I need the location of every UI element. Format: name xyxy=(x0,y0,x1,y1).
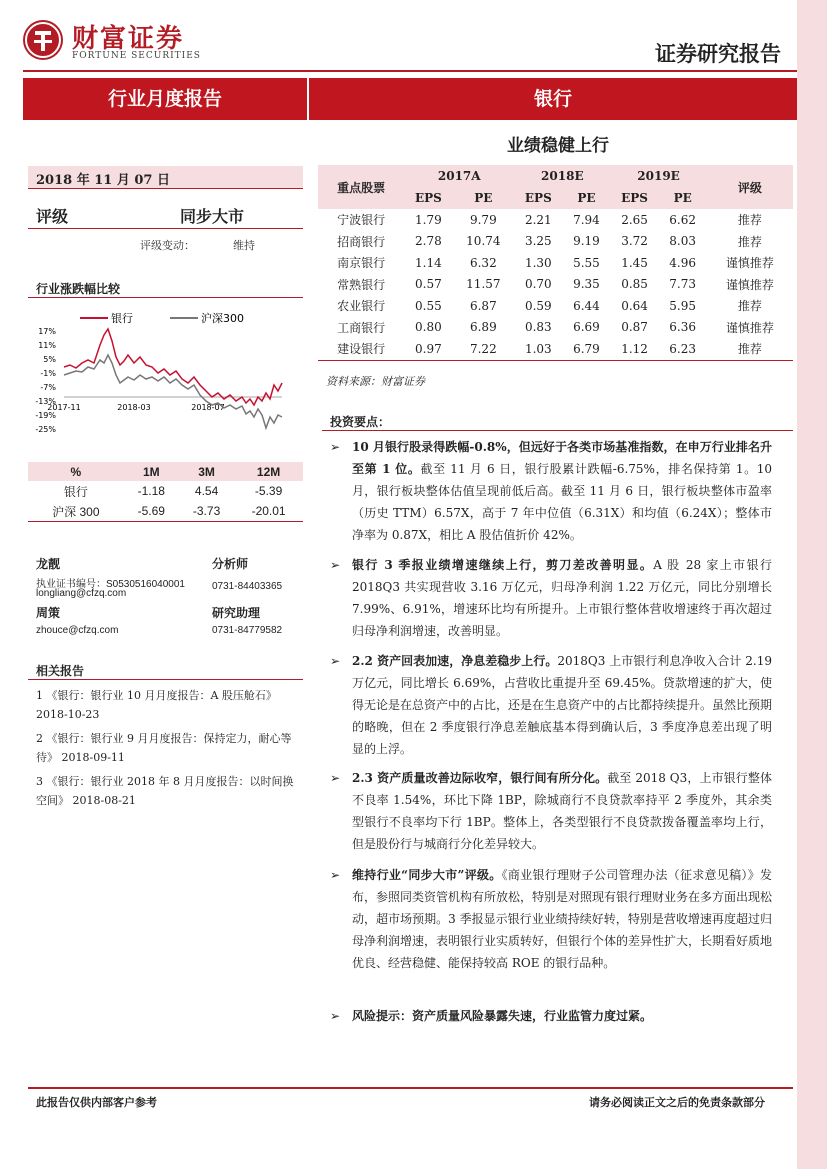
table-cell: 7.94 xyxy=(573,212,600,227)
point-heading: 风险提示：资产质量风险暴露失速，行业监管力度过紧。 xyxy=(352,1009,653,1023)
arrow-bullet-icon: ➢ xyxy=(330,654,341,668)
point-heading: 银行 3 季报业绩增速继续上行，剪刀差改善明显。 xyxy=(352,558,654,572)
stock-name-cell: 建设银行 xyxy=(318,338,404,360)
table-header: PE xyxy=(659,187,707,209)
table-row xyxy=(318,252,793,274)
table-cell: 4.96 xyxy=(669,255,697,270)
investment-point xyxy=(330,1005,772,1027)
stock-name-cell: 工商银行 xyxy=(337,320,386,335)
y-tick: 11% xyxy=(38,341,56,350)
disclaimer-note: 请务必阅读正文之后的免责条款部分 xyxy=(589,1096,765,1109)
table-header: EPS xyxy=(610,187,658,209)
table-source: 资料来源：财富证券 xyxy=(326,375,425,388)
right-margin-strip xyxy=(797,0,827,1169)
rating-value: 同步大市 xyxy=(180,207,245,226)
table-cell: 9.79 xyxy=(469,212,497,227)
logo-name: 财富证券 xyxy=(72,24,185,54)
table-cell: 6.23 xyxy=(659,338,707,360)
divider xyxy=(28,188,303,189)
arrow-bullet-icon: ➢ xyxy=(330,868,341,882)
divider xyxy=(28,679,303,680)
table-cell: 10.74 xyxy=(466,234,501,249)
investment-point xyxy=(330,650,772,760)
point-text: 截至 2018 Q3，上市银行整体不良率 1.54%，环比下降 1BP，除城商行不良贷款率持平 2 季度外，其余类型银行不良率均下行 1BP。整体上，各类型银行不良贷款拨备覆盖率均上行，但是股份行与城商行分化差异较大。 xyxy=(352,771,772,851)
table-header: 2017A xyxy=(404,165,514,187)
header-divider xyxy=(23,70,797,72)
table-cell: 6.44 xyxy=(573,298,600,313)
stock-name-cell: 南京银行 xyxy=(337,256,386,271)
table-cell: 0.55 xyxy=(415,298,442,313)
stock-name-cell: 招商银行 xyxy=(337,234,386,249)
table-cell: 0.70 xyxy=(524,277,552,292)
table-cell: 11.57 xyxy=(466,277,501,292)
table-row xyxy=(318,295,793,317)
stock-rating-cell: 推荐 xyxy=(737,234,762,249)
stock-name-cell: 宁波银行 xyxy=(337,213,386,228)
x-tick: 2018-03 xyxy=(117,403,151,412)
related-report[interactable]: 3 《银行：银行业 2018 年 8 月月度报告：以时间换空间》 2018-08-21 xyxy=(36,775,294,807)
table-cell: 4.54 xyxy=(194,484,219,498)
performance-table xyxy=(28,462,303,522)
assistant-name: 周策 xyxy=(36,606,61,620)
divider xyxy=(322,430,793,431)
table-cell: -1.18 xyxy=(137,484,165,498)
x-tick-labels xyxy=(47,403,224,412)
y-tick: 5% xyxy=(43,355,56,364)
divider xyxy=(28,297,303,298)
point-heading: 维持行业“同步大市”评级。 xyxy=(352,868,502,882)
analyst-phone: 0731-84403365 xyxy=(212,581,283,592)
arrow-bullet-icon: ➢ xyxy=(330,558,341,572)
report-type: 证券研究报告 xyxy=(655,41,781,66)
table-cell: 6.89 xyxy=(469,320,497,335)
table-header: 评级 xyxy=(707,165,793,209)
table-header: 2018E xyxy=(514,165,610,187)
table-cell: 6.36 xyxy=(669,320,697,335)
footer-divider xyxy=(28,1087,793,1089)
table-cell: 9.35 xyxy=(573,277,600,292)
table-cell: 2.78 xyxy=(415,234,442,249)
table-cell: -3.73 xyxy=(179,501,234,522)
stock-rating-cell: 谨慎推荐 xyxy=(725,320,774,335)
table-row xyxy=(318,338,793,360)
table-cell: 6.79 xyxy=(562,338,610,360)
stock-name-cell: 常熟银行 xyxy=(337,277,386,292)
table-cell: -5.39 xyxy=(254,484,283,498)
investment-point xyxy=(330,767,772,855)
table-row xyxy=(318,209,793,231)
table-cell: -20.01 xyxy=(234,501,303,522)
table-cell: 1.45 xyxy=(621,255,648,270)
table-cell: 沪深 300 xyxy=(28,501,124,522)
stock-rating-cell: 谨慎推荐 xyxy=(725,277,774,292)
table-header: EPS xyxy=(404,187,452,209)
table-cell: 5.55 xyxy=(573,255,600,270)
points-title: 投资要点： xyxy=(330,415,391,429)
investment-point xyxy=(330,436,772,546)
table-cell: 银行 xyxy=(63,484,88,499)
y-tick: 17% xyxy=(38,327,56,336)
y-tick: -19% xyxy=(35,411,56,420)
performance-chart xyxy=(30,305,300,440)
table-cell: 0.85 xyxy=(621,277,648,292)
bank-series-line xyxy=(64,329,282,405)
table-cell: 1.30 xyxy=(524,255,552,270)
x-tick: 2017-11 xyxy=(47,403,81,412)
analyst-cert: 执业证书编号：S0530516040001 xyxy=(36,579,185,590)
table-cell: 0.57 xyxy=(415,277,442,292)
table-cell: 1.03 xyxy=(514,338,562,360)
table-cell: 9.19 xyxy=(573,234,600,249)
table-cell: 0.83 xyxy=(524,320,552,335)
table-cell: 7.22 xyxy=(452,338,514,360)
table-row xyxy=(28,501,303,522)
analyst-role: 分析师 xyxy=(212,557,249,571)
industry-name: 银行 xyxy=(533,88,572,110)
y-tick: -13% xyxy=(35,397,56,406)
table-cell: 1.14 xyxy=(415,255,442,270)
logo-icon xyxy=(23,20,63,60)
table-header: PE xyxy=(562,187,610,209)
table-cell: 0.87 xyxy=(621,320,648,335)
index-series-line xyxy=(64,355,282,428)
related-report[interactable]: 1 《银行：银行业 10 月月度报告：A 股压舱石》 2018-10-23 xyxy=(36,689,277,721)
table-header: 1M xyxy=(124,462,179,481)
table-header: 重点股票 xyxy=(318,165,404,209)
arrow-bullet-icon: ➢ xyxy=(330,1009,341,1023)
table-cell: 3.72 xyxy=(621,234,648,249)
stock-rating-cell: 谨慎推荐 xyxy=(725,256,774,271)
stock-rating-cell: 推荐 xyxy=(737,299,762,314)
table-header: EPS xyxy=(514,187,562,209)
table-cell: 6.62 xyxy=(669,212,697,227)
table-cell: 0.80 xyxy=(415,320,442,335)
arrow-bullet-icon: ➢ xyxy=(330,771,341,785)
legend-label-bank: 银行 xyxy=(111,312,133,325)
table-header: % xyxy=(28,462,124,481)
table-row xyxy=(318,317,793,339)
divider xyxy=(28,228,303,229)
table-cell: 2.21 xyxy=(524,212,552,227)
point-heading: 2.2 资产回表加速，净息差稳步上行。 xyxy=(352,654,558,668)
table-cell: 0.97 xyxy=(404,338,452,360)
table-cell: 6.87 xyxy=(469,298,497,313)
rating-label: 评级 xyxy=(36,207,69,226)
related-title: 相关报告 xyxy=(36,664,85,678)
report-category: 行业月度报告 xyxy=(107,88,222,110)
y-tick: -1% xyxy=(40,369,56,378)
y-tick-labels xyxy=(35,327,56,434)
table-row xyxy=(318,231,793,253)
table-header: 3M xyxy=(179,462,234,481)
key-stocks-table xyxy=(318,165,793,361)
analyst-name: 龙靓 xyxy=(36,557,61,571)
rating-change-label: 评级变动： xyxy=(140,239,195,252)
y-tick: -25% xyxy=(35,425,56,434)
stock-rating-cell: 推荐 xyxy=(737,213,762,228)
assistant-email[interactable]: zhouce@cfzq.com xyxy=(36,625,119,636)
table-cell: 2.65 xyxy=(621,212,648,227)
table-cell: 7.73 xyxy=(669,277,697,292)
point-text: A 股 28 家上市银行 2018Q3 共实现营收 3.16 万亿元，归母净利润 1.22 万亿元，同比分别增长 7.99%、6.91%，增速环比均有所提升。上市银行整体营收增速终于再次超过归母净利润增速，改善明显。 xyxy=(352,558,772,638)
y-tick: -7% xyxy=(40,383,56,392)
investment-point xyxy=(330,864,772,974)
table-cell: 1.12 xyxy=(610,338,658,360)
table-cell: -5.69 xyxy=(124,501,179,522)
report-date: 2018 年 11 月 07 日 xyxy=(36,173,170,188)
related-report[interactable]: 2 《银行：银行业 9 月月度报告：保持定力，耐心等待》 2018-09-11 xyxy=(36,732,292,764)
footer-note: 此报告仅供内部客户参考 xyxy=(36,1096,157,1109)
table-cell: 0.64 xyxy=(621,298,648,313)
table-row xyxy=(28,481,303,501)
table-cell: 3.25 xyxy=(524,234,552,249)
table-header: 2019E xyxy=(610,165,706,187)
table-row xyxy=(318,274,793,296)
arrow-bullet-icon: ➢ xyxy=(330,440,341,454)
point-text: 《商业银行理财子公司管理办法（征求意见稿）》发布，参照同类资管机构有所放松，特别是对照现有银行理财业务在多方面出现松动，超市场预期。3 季报显示银行业业绩持续好转，特别是营收增速再度超过归母净利润增速，表明银行业实质转好，但银行个体的差异性扩大，长期看好质地优良、经营稳健、能保持较高 ROE 的银行品种。 xyxy=(352,868,773,970)
page-headline: 业绩稳健上行 xyxy=(507,136,609,156)
point-text: 2018Q3 上市银行利息净收入合计 2.19 万亿元，同比增长 6.69%，占营收比重提升至 69.45%。贷款增速的扩大，使得无论是在总资产中的占比，还是在生息资产中的占比都持续提升。虽然比预期的略晚，但在 2 季度银行净息差触底基本得到确认后，3 季度净息差出现了明显的上浮。 xyxy=(352,654,773,756)
table-header: 12M xyxy=(234,462,303,481)
table-cell: 6.69 xyxy=(573,320,600,335)
investment-point xyxy=(330,554,772,642)
table-cell: 5.95 xyxy=(669,298,697,313)
point-heading: 10 月银行股录得跌幅-0.8%，但远好于各类市场基准指数，在申万行业排名升至第 1 位。 xyxy=(352,440,772,476)
analyst-email[interactable]: longliang@cfzq.com xyxy=(36,588,127,599)
legend-label-index: 沪深300 xyxy=(201,312,244,325)
performance-title: 行业涨跌幅比较 xyxy=(36,282,121,296)
table-cell: 1.79 xyxy=(415,212,442,227)
x-tick: 2018-07 xyxy=(191,403,225,412)
table-header: PE xyxy=(452,187,514,209)
assistant-phone: 0731-84779582 xyxy=(212,625,283,636)
table-cell: 8.03 xyxy=(669,234,697,249)
stock-name-cell: 农业银行 xyxy=(337,299,386,314)
assistant-role: 研究助理 xyxy=(212,606,261,620)
logo-english: FORTUNE SECURITIES xyxy=(72,51,201,61)
rating-change-value: 维持 xyxy=(233,239,255,252)
point-heading: 2.3 资产质量改善边际收窄，银行间有所分化。 xyxy=(352,771,608,785)
table-cell: 0.59 xyxy=(524,298,552,313)
stock-rating-cell: 推荐 xyxy=(707,338,793,360)
point-text: 截至 11 月 6 日，银行股累计跌幅-6.75%，排名保持第 1。10 月，银行板块整体估值呈现前低后高。截至 11 月 6 日，银行板块整体市盈率（历史 TTM）6.57X，高于 7 年中位值（6.31X）和均值（6.24X）；整体市净率为 0.87X，相比 A 股估值折价 42%。 xyxy=(352,462,772,542)
table-cell: 6.32 xyxy=(469,255,497,270)
